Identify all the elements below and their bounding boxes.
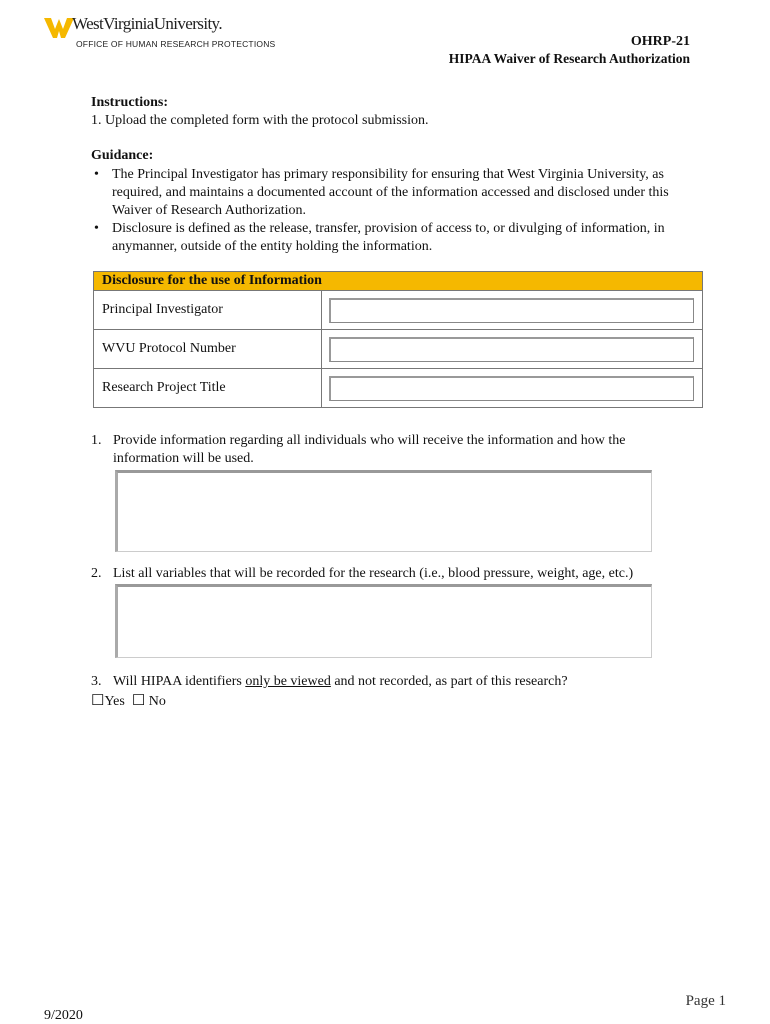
- q3-number: 3.: [91, 674, 102, 689]
- university-name: WestVirginiaUniversity.: [72, 14, 223, 33]
- q2-answer-field[interactable]: [115, 584, 652, 658]
- project-title-label: Research Project Title: [94, 369, 322, 408]
- q2-text: List all variables that will be recorded for the research (i.e., blood pressure, weight, age, etc.): [113, 566, 634, 581]
- protocol-number-field[interactable]: [329, 337, 694, 362]
- q1-text: Provide information regarding all individuals who will receive the information and how the information will be used.: [113, 433, 626, 466]
- revision-date: 9/2020: [44, 1008, 83, 1023]
- q3-text: Will HIPAA identifiers only be viewed and not recorded, as part of this research?: [113, 674, 568, 689]
- project-title-field[interactable]: [329, 376, 694, 401]
- form-code: OHRP-21: [630, 34, 690, 49]
- q1-answer-field[interactable]: [115, 470, 652, 552]
- project-title-cell: [322, 369, 703, 408]
- q3-options: [91, 692, 166, 711]
- no-checkbox[interactable]: ☐: [131, 693, 146, 709]
- protocol-number-cell: [322, 330, 703, 369]
- table-row: [94, 291, 703, 330]
- yes-checkbox[interactable]: ☐: [91, 693, 105, 709]
- instruction-item: 1. Upload the completed form with the protocol submission.: [91, 113, 429, 128]
- table-row: [94, 330, 703, 369]
- instructions-heading: Instructions:: [91, 95, 169, 110]
- guidance-list: [91, 166, 691, 256]
- no-label[interactable]: No: [148, 694, 166, 709]
- q2-number: 2.: [91, 566, 102, 581]
- principal-investigator-field[interactable]: [329, 298, 694, 323]
- bullet-icon: •: [94, 167, 99, 182]
- form-title: HIPAA Waiver of Research Authorization: [448, 51, 690, 66]
- guidance-item: • The Principal Investigator has primary responsibility for ensuring that West Virginia University, as required, and maintains a documented account of the information accessed and disclosed under this Waiver of Research Authorization.: [94, 167, 669, 218]
- disclosure-table: [93, 271, 703, 408]
- guidance-heading: Guidance:: [91, 148, 154, 163]
- yes-label[interactable]: Yes: [104, 694, 125, 709]
- protocol-number-label: WVU Protocol Number: [94, 330, 322, 369]
- q1-number: 1.: [91, 433, 102, 448]
- disclosure-table-heading: Disclosure for the use of Information: [94, 272, 703, 291]
- q3-emphasis: only be viewed: [245, 674, 331, 689]
- principal-investigator-label: Principal Investigator: [94, 291, 322, 330]
- flying-wv-logo-icon: [44, 16, 74, 40]
- bullet-icon: •: [94, 221, 99, 236]
- principal-investigator-cell: [322, 291, 703, 330]
- table-row: [94, 369, 703, 408]
- guidance-item: • Disclosure is defined as the release, transfer, provision of access to, or divulging of information, in anymanner, outside of the entity holding the information.: [94, 221, 665, 254]
- page-number: Page 1: [685, 993, 726, 1009]
- office-name: OFFICE OF HUMAN RESEARCH PROTECTIONS: [76, 39, 276, 49]
